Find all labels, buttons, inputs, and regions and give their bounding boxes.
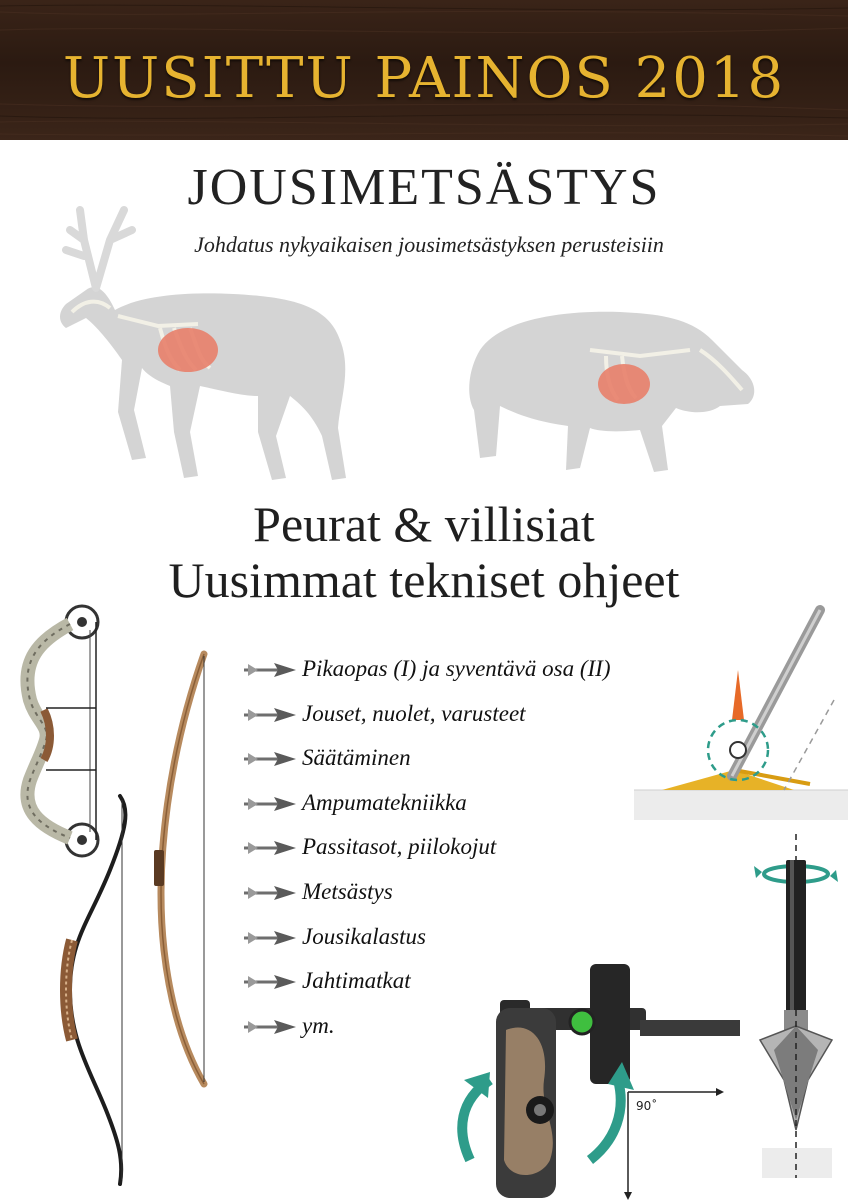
feature-label: Pikaopas (I) ja syventävä osa (II) (302, 656, 611, 681)
top-banner (0, 0, 848, 140)
book-subtitle: Johdatus nykyaikaisen jousimetsästyksen perusteisiin (194, 232, 664, 257)
feature-label: Jousikalastus (302, 923, 426, 949)
feature-label: Jouset, nuolet, varusteet (302, 700, 526, 726)
broadhead-arrow-icon (244, 840, 298, 856)
headline-line-1: Peurat & villisiat (253, 496, 595, 552)
book-title: JOUSIMETSÄSTYS (187, 159, 661, 216)
feature-label: Metsästys (302, 878, 393, 904)
right-angle-label: 90˚ (636, 1099, 658, 1113)
edition-banner-text: UUSITTU PAINOS 2018 (62, 46, 786, 111)
headline (0, 496, 848, 608)
broadhead-arrow-icon (244, 930, 298, 946)
headline-line-2: Uusimmat tekniset ohjeet (168, 552, 680, 608)
broadhead-arrow-icon (244, 1019, 298, 1035)
recurve-bow-illustration (50, 790, 140, 1190)
feature-label: Ampumatekniikka (302, 789, 467, 815)
bow-sight-illustration (440, 960, 740, 1200)
broadhead-arrow-icon (244, 796, 298, 812)
broadhead-arrow-icon (244, 707, 298, 723)
feature-label: Passitasot, piilokojut (302, 834, 497, 860)
broadhead-arrow-diagram (740, 830, 840, 1180)
broadhead-arrow-icon (244, 751, 298, 767)
arrow-rest-diagram (634, 600, 848, 820)
wild-boar-silhouette (469, 312, 754, 472)
broadhead-arrow-icon (244, 974, 298, 990)
broadhead-arrow-icon (244, 885, 298, 901)
feature-label: ym. (302, 1012, 335, 1038)
feature-label: Säätäminen (302, 745, 411, 771)
longbow-illustration (140, 650, 220, 1090)
broadhead-arrow-icon (244, 662, 298, 678)
feature-label: Jahtimatkat (302, 968, 411, 994)
